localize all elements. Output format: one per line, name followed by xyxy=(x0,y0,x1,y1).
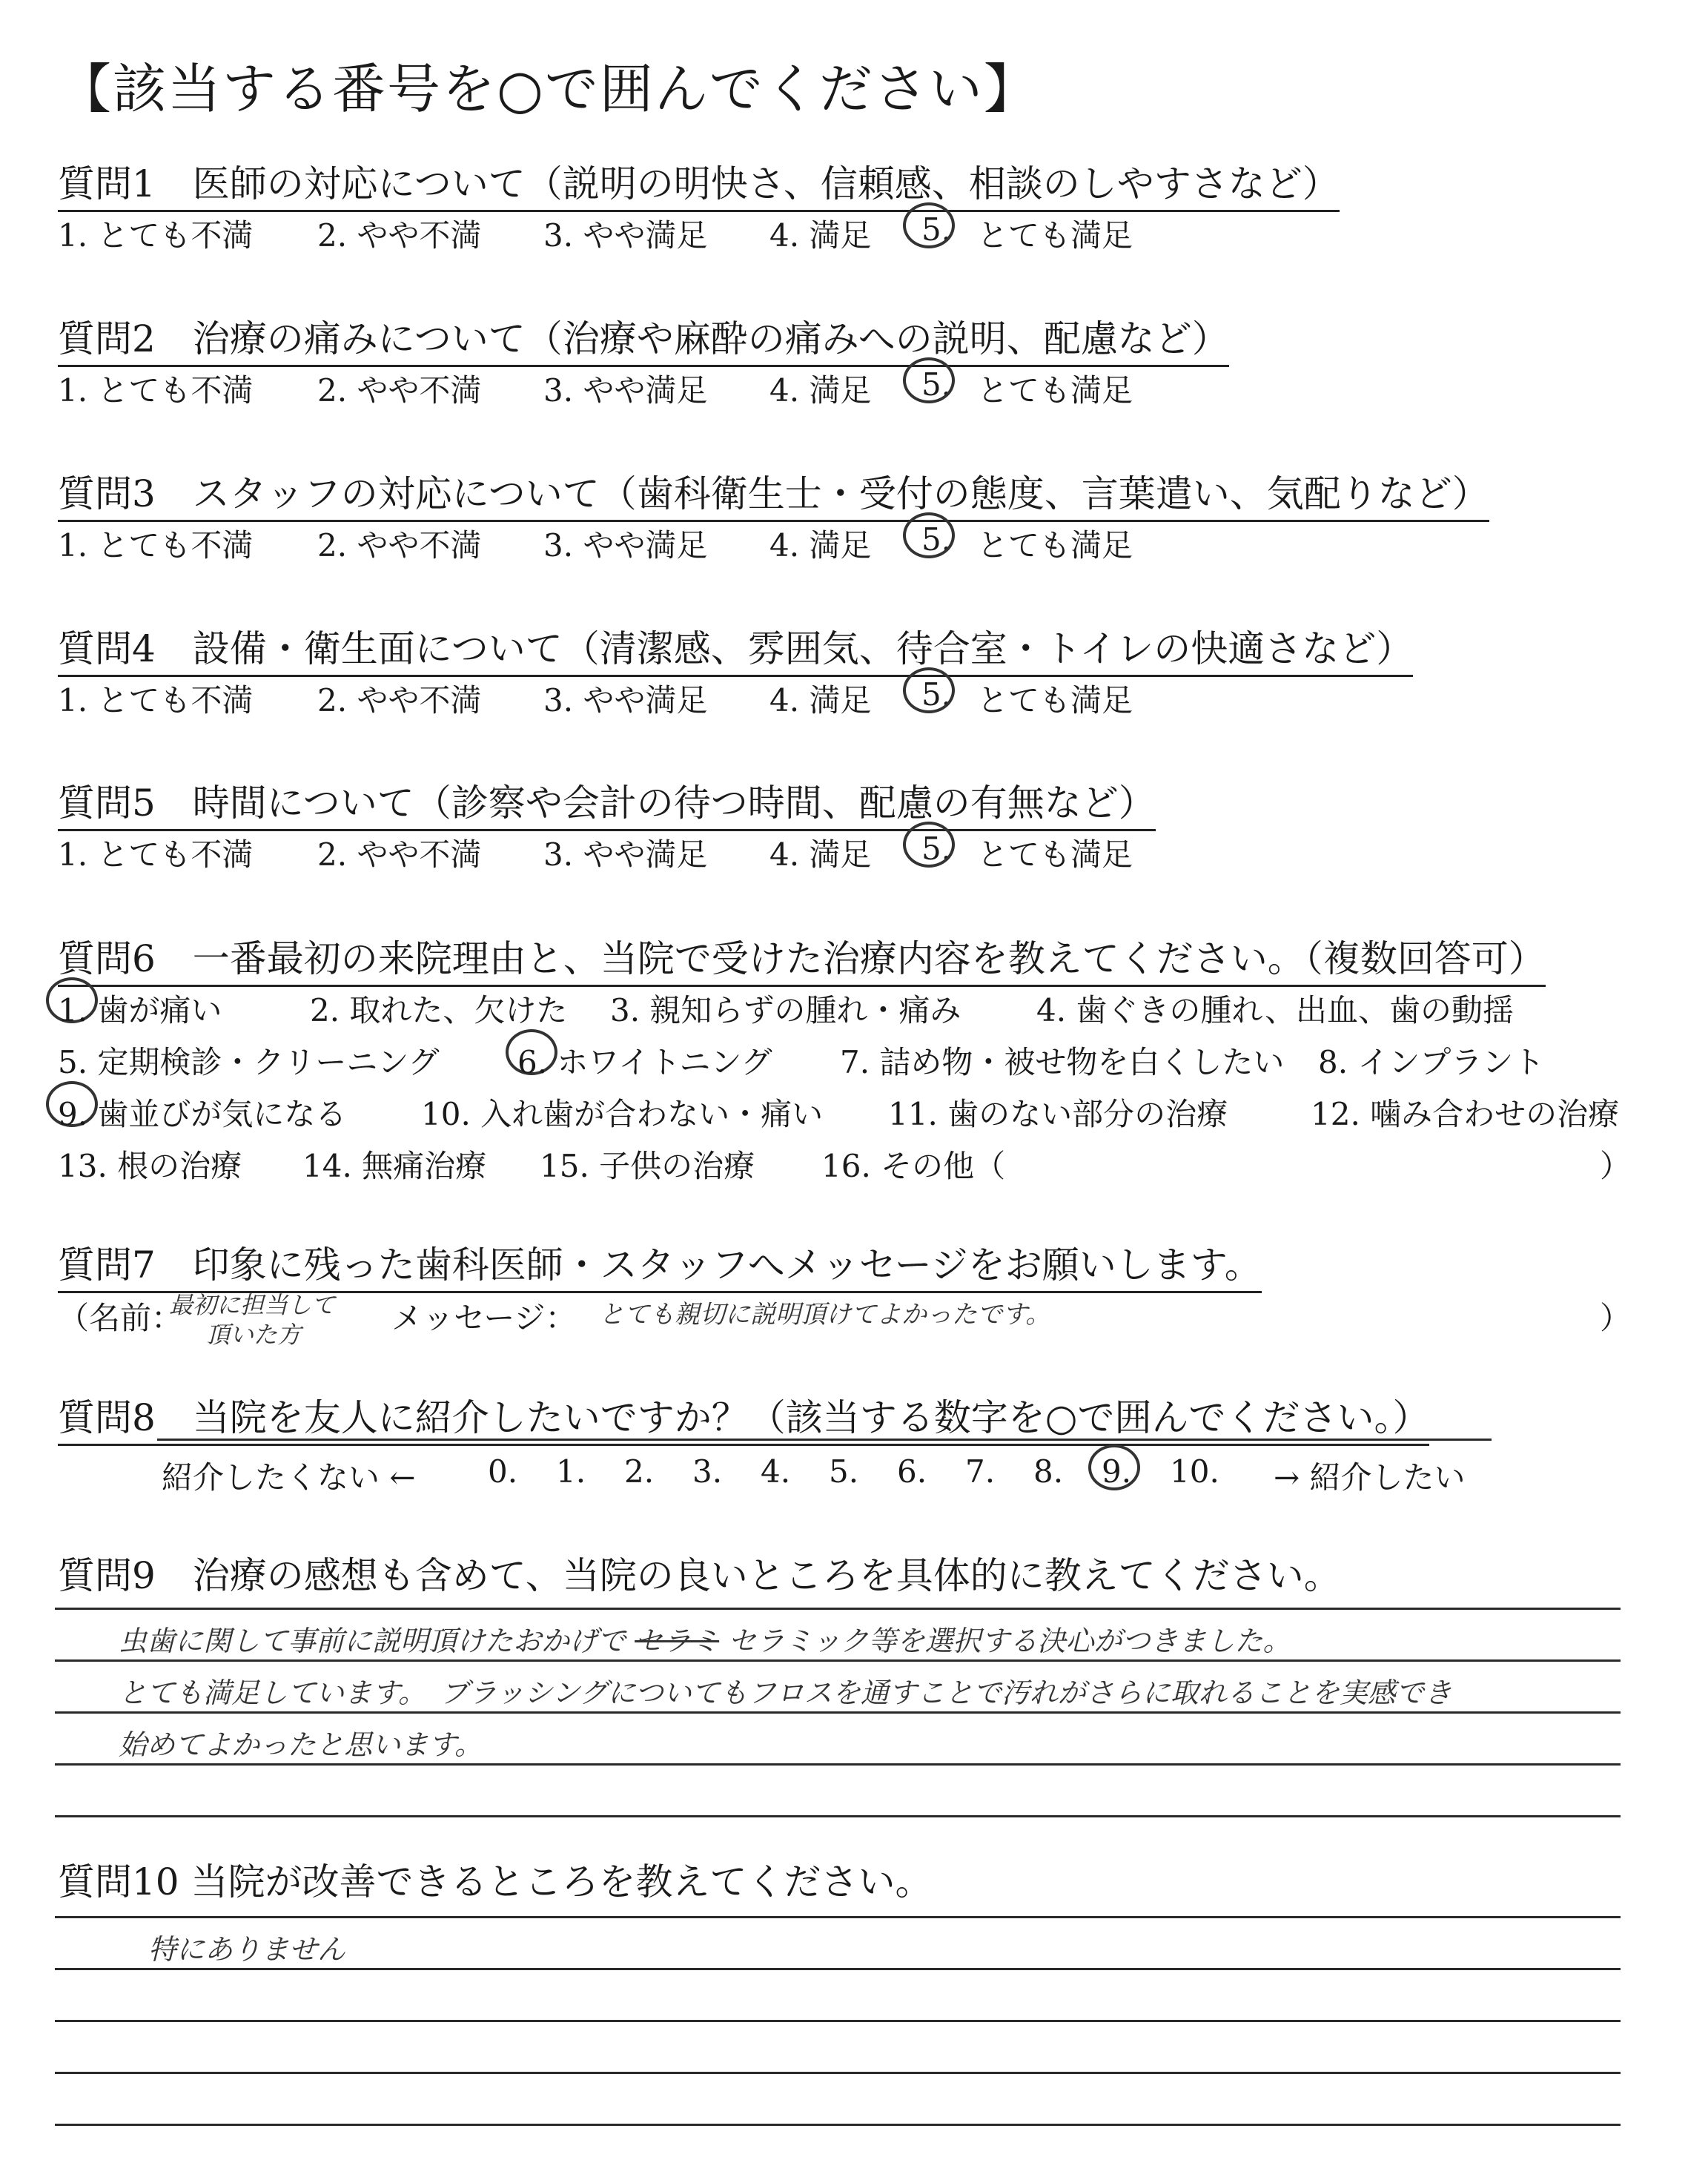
q8-tick-9[interactable]: 9. xyxy=(1102,1453,1132,1490)
q5-option-2[interactable]: 2. やや不満 xyxy=(317,836,482,873)
q6-option-5[interactable]: 5. 定期検診・クリーニング xyxy=(58,1044,440,1080)
q6-option-11[interactable]: 11. 歯のない部分の治療 xyxy=(888,1096,1228,1132)
q5-title: 質問5 時間について（診察や会計の待つ時間、配慮の有無など） xyxy=(58,773,1156,827)
q1-option-3[interactable]: 3. やや満足 xyxy=(543,217,708,254)
q8-tick-3[interactable]: 3. xyxy=(692,1453,723,1490)
q10-answer[interactable]: 特にありません xyxy=(148,1933,346,1966)
q9-rule-1 xyxy=(55,1608,1621,1610)
q9-answer-struck-text: セラミ xyxy=(635,1625,720,1657)
q8-right-label: → 紹介したい xyxy=(1274,1459,1466,1496)
q5-option-5-label: とても満足 xyxy=(977,836,1133,873)
q4-selected-circle xyxy=(903,667,955,713)
q8-tick-7[interactable]: 7. xyxy=(965,1453,996,1490)
q8-tick-10[interactable]: 10. xyxy=(1170,1453,1219,1490)
q3-option-1[interactable]: 1. とても不満 xyxy=(58,527,254,564)
q7-title: 質問7 印象に残った歯科医師・スタッフへメッセージをお願いします。 xyxy=(58,1235,1262,1289)
q7-close: ） xyxy=(1600,1300,1632,1336)
q8-tick-5[interactable]: 5. xyxy=(829,1453,859,1490)
q8-tick-2[interactable]: 2. xyxy=(624,1453,655,1490)
q4-option-5-label: とても満足 xyxy=(977,682,1133,719)
q9-rule-5 xyxy=(55,1815,1621,1817)
q5-option-5[interactable]: 5. xyxy=(921,830,952,867)
q6-title: 質問6 一番最初の来院理由と、当院で受けた治療内容を教えてください。（複数回答可） xyxy=(58,929,1546,982)
q9-answer-line-1[interactable] xyxy=(119,1618,1291,1659)
q1-option-2[interactable]: 2. やや不満 xyxy=(317,217,482,254)
q1-option-5[interactable]: 5. xyxy=(921,211,952,248)
q10-rule-5 xyxy=(55,2124,1621,2126)
q6-option-14[interactable]: 14. 無痛治療 xyxy=(302,1148,487,1184)
q3-option-5[interactable]: 5. xyxy=(921,521,952,558)
q7-name-value-2[interactable]: 頂いた方 xyxy=(206,1321,302,1349)
q7-message-label: メッセージ： xyxy=(391,1300,577,1336)
q4-title: 質問4 設備・衛生面について（清潔感、雰囲気、待合室・トイレの快適さなど） xyxy=(58,619,1413,673)
q6-option-2[interactable]: 2. 取れた、欠けた xyxy=(310,992,568,1028)
q10-rule-2 xyxy=(55,1968,1621,1970)
q3-option-4[interactable]: 4. 満足 xyxy=(769,527,872,564)
q6-option-6[interactable]: 6. ホワイトニング xyxy=(517,1044,772,1080)
q3-title: 質問3 スタッフの対応について（歯科衛生士・受付の態度、言葉遣い、気配りなど） xyxy=(58,464,1489,518)
q6-option-9[interactable]: 9. 歯並びが気になる xyxy=(58,1096,347,1132)
q5-option-4[interactable]: 4. 満足 xyxy=(769,836,872,873)
q6-option-13[interactable]: 13. 根の治療 xyxy=(58,1148,242,1184)
q7-name-value-1[interactable]: 最初に担当して xyxy=(169,1291,336,1319)
q2-selected-circle xyxy=(903,357,955,403)
q9-rule-3 xyxy=(55,1711,1621,1714)
q6-option-1[interactable]: 1. 歯が痛い xyxy=(58,992,222,1028)
q6-option-10[interactable]: 10. 入れ歯が合わない・痛い xyxy=(421,1096,824,1132)
q4-option-1[interactable]: 1. とても不満 xyxy=(58,682,254,719)
q8-tick-8[interactable]: 8. xyxy=(1033,1453,1064,1490)
q2-option-1[interactable]: 1. とても不満 xyxy=(58,372,254,409)
q6-option-16[interactable]: 16. その他（ xyxy=(821,1148,1006,1184)
q3-option-2[interactable]: 2. やや不満 xyxy=(317,527,482,564)
q1-option-4[interactable]: 4. 満足 xyxy=(769,217,872,254)
q8-tick-6[interactable]: 6. xyxy=(897,1453,927,1490)
q6-option-16-close: ） xyxy=(1600,1148,1632,1184)
q3-option-3[interactable]: 3. やや満足 xyxy=(543,527,708,564)
q6-option-7[interactable]: 7. 詰め物・被せ物を白くしたい xyxy=(840,1044,1285,1080)
q7-name-label: （名前： xyxy=(58,1300,183,1336)
q9-answer-line-3[interactable]: 始めてよかったと思います。 xyxy=(119,1728,483,1761)
q2-option-5[interactable]: 5. xyxy=(921,366,952,403)
q4-option-2[interactable]: 2. やや不満 xyxy=(317,682,482,719)
q9-title: 質問9 治療の感想も含めて、当院の良いところを具体的に教えてください。 xyxy=(58,1554,1341,1597)
q5-selected-circle xyxy=(903,822,955,868)
q9-answer-line-1a: 虫歯に関して事前に説明頂けたおかげで xyxy=(119,1625,626,1657)
q8-left-label: 紹介したくない ← xyxy=(162,1459,416,1496)
q2-option-5-label: とても満足 xyxy=(977,372,1133,409)
q10-rule-4 xyxy=(55,2072,1621,2074)
q1-option-1[interactable]: 1. とても不満 xyxy=(58,217,254,254)
q6-option-15[interactable]: 15. 子供の治療 xyxy=(540,1148,755,1184)
q9-answer-line-2[interactable]: とても満足しています。 ブラッシングについてもフロスを通すことで汚れがさらに取れることを実感でき xyxy=(119,1677,1452,1709)
q5-option-1[interactable]: 1. とても不満 xyxy=(58,836,254,873)
q4-option-4[interactable]: 4. 満足 xyxy=(769,682,872,719)
q1-title: 質問1 医師の対応について（説明の明快さ、信頼感、相談のしやすさなど） xyxy=(58,154,1340,208)
q3-selected-circle xyxy=(903,512,955,558)
q8-tick-1[interactable]: 1. xyxy=(556,1453,586,1490)
page-title: 【該当する番号を○で囲んでください】 xyxy=(58,58,1039,120)
q1-selected-circle xyxy=(903,202,955,248)
q9-answer-line-1b: セラミック等を選択する決心がつきました。 xyxy=(728,1625,1291,1657)
q9-rule-4 xyxy=(55,1763,1621,1766)
q9-rule-2 xyxy=(55,1659,1621,1662)
q2-title: 質問2 治療の痛みについて（治療や麻酔の痛みへの説明、配慮など） xyxy=(58,309,1229,363)
q6-option-3[interactable]: 3. 親知らずの腫れ・痛み xyxy=(610,992,961,1028)
q8-tick-0[interactable]: 0. xyxy=(488,1453,518,1490)
q4-option-3[interactable]: 3. やや満足 xyxy=(543,682,708,719)
q10-rule-3 xyxy=(55,2020,1621,2022)
q4-option-5[interactable]: 5. xyxy=(921,676,952,713)
q8-title: 質問8 当院を友人に紹介したいですか？（該当する数字を○で囲んでください。） xyxy=(58,1388,1429,1441)
q2-option-4[interactable]: 4. 満足 xyxy=(769,372,872,409)
q2-option-2[interactable]: 2. やや不満 xyxy=(317,372,482,409)
q8-scale-rule xyxy=(157,1439,1492,1441)
q6-option-12[interactable]: 12. 噛み合わせの治療 xyxy=(1311,1096,1620,1132)
q8-tick-4[interactable]: 4. xyxy=(761,1453,791,1490)
q10-rule-1 xyxy=(55,1916,1621,1918)
q1-option-5-label: とても満足 xyxy=(977,217,1133,254)
q10-title: 質問10 当院が改善できるところを教えてください。 xyxy=(58,1860,933,1903)
q6-option-4[interactable]: 4. 歯ぐきの腫れ、出血、歯の動揺 xyxy=(1036,992,1514,1028)
q7-message-value[interactable]: とても親切に説明頂けてよかったです。 xyxy=(599,1300,1051,1330)
q2-option-3[interactable]: 3. やや満足 xyxy=(543,372,708,409)
q3-option-5-label: とても満足 xyxy=(977,527,1133,564)
q6-option-8[interactable]: 8. インプラント xyxy=(1318,1044,1545,1080)
q5-option-3[interactable]: 3. やや満足 xyxy=(543,836,708,873)
